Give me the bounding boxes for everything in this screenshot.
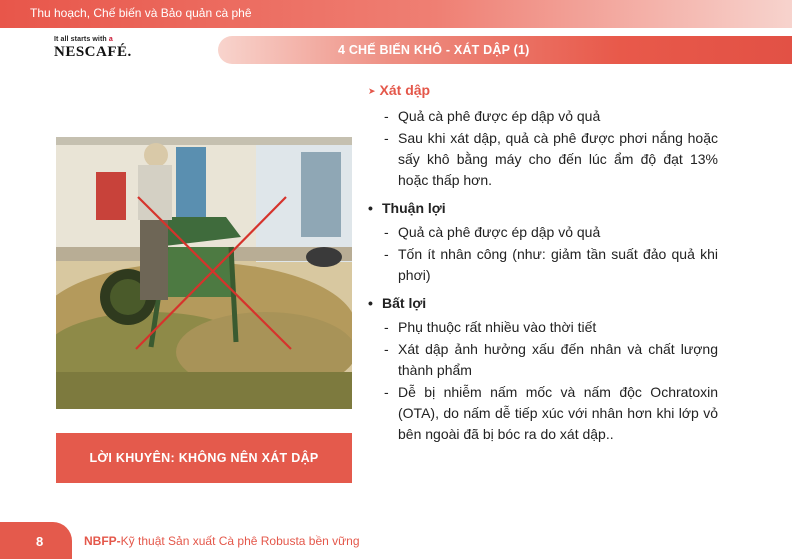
bullet-icon: • bbox=[368, 200, 373, 216]
page-number: 8 bbox=[36, 534, 44, 549]
document-title: Thu hoạch, Chế biến và Bảo quản cà phê bbox=[30, 6, 252, 20]
logo-tagline: It all starts with a bbox=[54, 36, 113, 43]
list-item: - Quả cà phê được ép dập vỏ quả bbox=[384, 222, 718, 243]
heading-advantages: • Thuận lợi bbox=[368, 198, 718, 219]
content-body bbox=[368, 80, 718, 446]
pulping-machine-photo bbox=[56, 137, 352, 409]
list-item: - Dễ bị nhiễm nấm mốc và nấm độc Ochratoxin (OTA), do nấm dễ tiếp xúc với nhân hơn khi lớp vỏ bên ngoài đã bị bóc ra do xát dập.. bbox=[384, 382, 718, 445]
footer-caption: NBFP-Kỹ thuật Sản xuất Cà phê Robusta bền vững bbox=[84, 534, 360, 548]
logo-wordmark: NESCAFÉ. bbox=[54, 44, 132, 60]
heading-pulping: ➤ Xát dập bbox=[368, 82, 431, 98]
section-title: 4 CHẾ BIẾN KHÔ - XÁT DẬP (1) bbox=[338, 43, 530, 57]
photo-illustration bbox=[56, 137, 352, 409]
heading-disadvantages: • Bất lợi bbox=[368, 293, 718, 314]
list-item: - Quả cà phê được ép dập vỏ quả bbox=[384, 106, 718, 127]
bullet-icon: • bbox=[368, 295, 373, 311]
nescafe-logo bbox=[54, 36, 144, 64]
disadvantages-list bbox=[384, 317, 718, 445]
advantages-list bbox=[384, 222, 718, 286]
top-header-bar bbox=[0, 0, 792, 28]
list-item: - Phụ thuộc rất nhiều vào thời tiết bbox=[384, 317, 718, 338]
advice-banner: LỜI KHUYÊN: KHÔNG NÊN XÁT DẬP bbox=[56, 433, 352, 483]
pulping-list bbox=[384, 106, 718, 191]
list-item: - Xát dập ảnh hưởng xấu đến nhân và chất lượng thành phẩm bbox=[384, 339, 718, 381]
list-item: - Sau khi xát dập, quả cà phê được phơi nắng hoặc sấy khô bằng máy cho đến lúc ẩm độ đạt 13% hoặc thấp hơn. bbox=[384, 128, 718, 191]
list-item: - Tốn ít nhân công (như: giảm tần suất đảo quả khi phơi) bbox=[384, 244, 718, 286]
arrow-bullet-icon: ➤ bbox=[368, 86, 376, 96]
